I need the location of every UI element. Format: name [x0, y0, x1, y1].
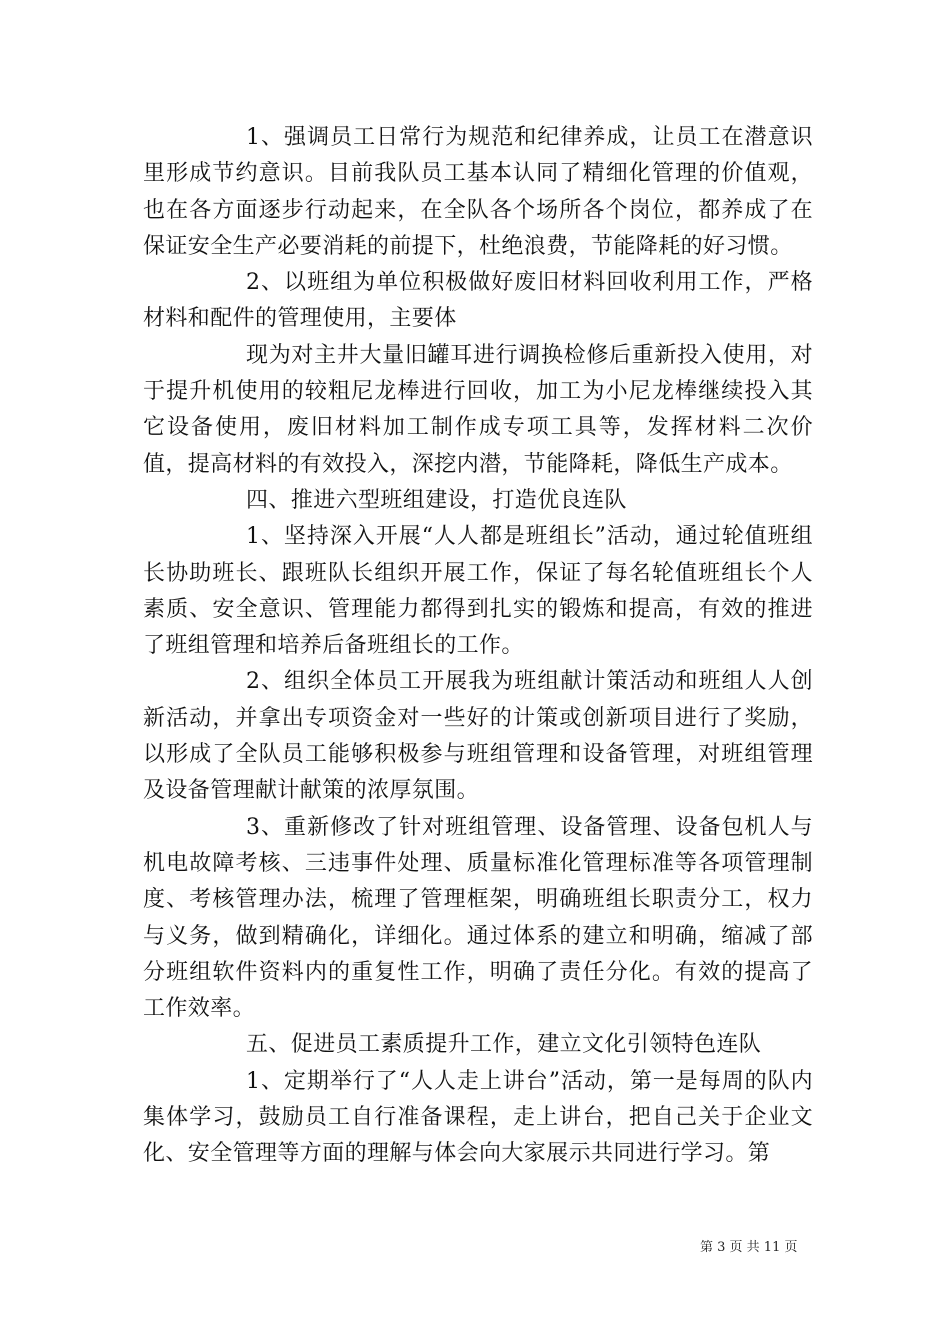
page-number-footer: 第 3 页 共 11 页: [700, 1240, 798, 1255]
section-heading-4: 四、推进六型班组建设，打造优良连队: [246, 487, 627, 513]
paragraph-1: 1、强调员工日常行为规范和纪律养成，让员工在潜意识里形成节约意识。目前我队员工基本认同了精细化管理的价值观，也在各方面逐步行动起来，在全队各个场所各个岗位，都养成了在保证安全生产必要消耗的前提下，杜绝浪费，节能降耗的好习惯。: [143, 125, 813, 259]
section-heading-5: 五、促进员工素质提升工作，建立文化引领特色连队: [246, 1032, 762, 1058]
paragraph-5: 1、坚持深入开展“人人都是班组长”活动，通过轮值班组长协助班长、跟班队长组织开展工作，保证了每名轮值班组长个人素质、安全意识、管理能力都得到扎实的锻炼和提高，有效的推进了班组管理和培养后备班组长的工作。: [143, 524, 813, 659]
paragraph-3: 现为对主井大量旧罐耳进行调换检修后重新投入使用，对于提升机使用的较粗尼龙棒进行回收，加工为小尼龙棒继续投入其它设备使用，废旧材料加工制作成专项工具等，发挥材料二次价值，提高材料的有效投入，深挖内潜，节能降耗，降低生产成本。: [143, 342, 813, 477]
paragraph-7: 3、重新修改了针对班组管理、设备管理、设备包机人与机电故障考核、三违事件处理、质量标准化管理标准等各项管理制度、考核管理办法，梳理了管理框架，明确班组长职责分工，权力与义务，做到精确化，详细化。通过体系的建立和明确，缩减了部分班组软件资料内的重复性工作，明确了责任分化。有效的提高了工作效率。: [143, 814, 813, 1022]
paragraph-6: 2、组织全体员工开展我为班组献计策活动和班组人人创新活动，并拿出专项资金对一些好的计策或创新项目进行了奖励，以形成了全队员工能够积极参与班组管理和设备管理，对班组管理及设备管理献计献策的浓厚氛围。: [143, 669, 813, 804]
paragraph-2: 2、以班组为单位积极做好废旧材料回收利用工作，严格材料和配件的管理使用，主要体: [143, 270, 813, 332]
document-body: [143, 120, 813, 1173]
paragraph-9: 1、定期举行了“人人走上讲台”活动，第一是每周的队内集体学习，鼓励员工自行准备课程，走上讲台，把自己关于企业文化、安全管理等方面的理解与体会向大家展示共同进行学习。第: [143, 1068, 813, 1167]
